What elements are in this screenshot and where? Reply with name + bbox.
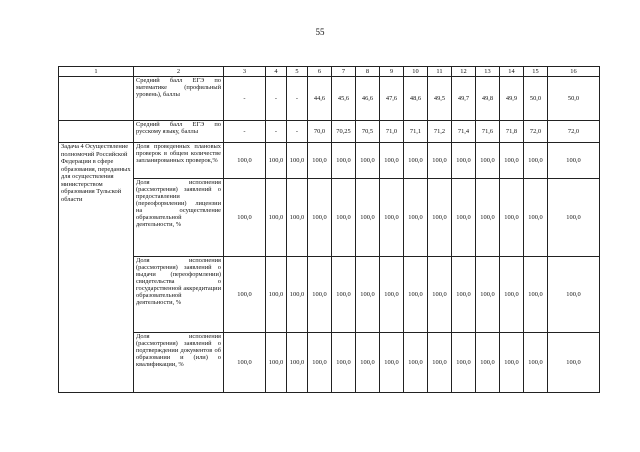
value-cell: 100,0: [476, 179, 500, 257]
value-cell: 100,0: [524, 143, 548, 179]
value-cell: 44,6: [308, 77, 332, 121]
column-header: 9: [380, 67, 404, 77]
value-cell: 100,0: [380, 257, 404, 333]
value-cell: 100,0: [476, 143, 500, 179]
value-cell: 100,0: [308, 179, 332, 257]
value-cell: 71,6: [476, 121, 500, 143]
value-cell: 100,0: [287, 333, 308, 393]
value-cell: -: [224, 77, 266, 121]
value-cell: 72,0: [524, 121, 548, 143]
indicator-cell: Доля исполнения (рассмотрения) заявлений о предоставлении (переоформлении) лицензии на осуществление образовательной деятельности, %: [134, 179, 224, 257]
value-cell: 71,8: [500, 121, 524, 143]
value-cell: 100,0: [452, 257, 476, 333]
table-row: [59, 143, 600, 179]
value-cell: 70,5: [356, 121, 380, 143]
value-cell: 100,0: [548, 179, 600, 257]
column-header: 14: [500, 67, 524, 77]
value-cell: 71,4: [452, 121, 476, 143]
value-cell: 50,0: [524, 77, 548, 121]
value-cell: 100,0: [287, 257, 308, 333]
value-cell: 100,0: [404, 257, 428, 333]
value-cell: 100,0: [500, 143, 524, 179]
value-cell: 49,8: [476, 77, 500, 121]
value-cell: -: [266, 121, 287, 143]
indicator-cell: Доля исполнения (рассмотрения) заявлений о подтверждении документов об образовании и (или) о квалификации, %: [134, 333, 224, 393]
table-row: [59, 121, 600, 143]
value-cell: 100,0: [476, 333, 500, 393]
value-cell: -: [224, 121, 266, 143]
table-row: [59, 77, 600, 121]
value-cell: 100,0: [452, 333, 476, 393]
value-cell: 100,0: [500, 257, 524, 333]
value-cell: 100,0: [428, 333, 452, 393]
header-row: [59, 67, 600, 77]
value-cell: -: [287, 77, 308, 121]
empty-cell: [59, 77, 134, 121]
value-cell: 100,0: [356, 257, 380, 333]
value-cell: 100,0: [404, 179, 428, 257]
column-header: 15: [524, 67, 548, 77]
value-cell: 72,0: [548, 121, 600, 143]
task-cell: Задача 4 Осуществление полномочий Российской Федерации в сфере образования, переданных для осуществления министерством образования Тульской области: [59, 143, 134, 393]
value-cell: 100,0: [356, 179, 380, 257]
value-cell: 100,0: [404, 143, 428, 179]
value-cell: 100,0: [308, 257, 332, 333]
value-cell: 100,0: [500, 179, 524, 257]
value-cell: 49,7: [452, 77, 476, 121]
column-header: 4: [266, 67, 287, 77]
value-cell: 50,0: [548, 77, 600, 121]
column-header: 16: [548, 67, 600, 77]
value-cell: 100,0: [356, 143, 380, 179]
value-cell: -: [287, 121, 308, 143]
value-cell: 100,0: [224, 257, 266, 333]
column-header: 10: [404, 67, 428, 77]
column-header: 8: [356, 67, 380, 77]
value-cell: 45,6: [332, 77, 356, 121]
indicator-cell: Доля проведенных плановых проверок в общем количестве запланированных проверок,%: [134, 143, 224, 179]
value-cell: 100,0: [308, 333, 332, 393]
value-cell: 100,0: [380, 143, 404, 179]
table-body: [59, 67, 600, 393]
value-cell: 100,0: [332, 257, 356, 333]
value-cell: 100,0: [428, 143, 452, 179]
value-cell: 71,2: [428, 121, 452, 143]
value-cell: 100,0: [332, 179, 356, 257]
column-header: 11: [428, 67, 452, 77]
indicator-cell: Средний балл ЕГЭ по русскому языку, баллы: [134, 121, 224, 143]
value-cell: 100,0: [287, 179, 308, 257]
value-cell: 48,6: [404, 77, 428, 121]
column-header: 3: [224, 67, 266, 77]
table-row: [59, 179, 600, 257]
value-cell: -: [266, 77, 287, 121]
value-cell: 100,0: [428, 257, 452, 333]
column-header: 1: [59, 67, 134, 77]
value-cell: 100,0: [380, 179, 404, 257]
value-cell: 100,0: [287, 143, 308, 179]
value-cell: 100,0: [404, 333, 428, 393]
value-cell: 47,6: [380, 77, 404, 121]
value-cell: 100,0: [548, 143, 600, 179]
value-cell: 70,0: [308, 121, 332, 143]
page-number: 55: [315, 27, 325, 37]
value-cell: 100,0: [500, 333, 524, 393]
value-cell: 100,0: [476, 257, 500, 333]
value-cell: 100,0: [548, 333, 600, 393]
value-cell: 100,0: [452, 179, 476, 257]
column-header: 5: [287, 67, 308, 77]
value-cell: 100,0: [524, 333, 548, 393]
indicator-cell: Доля исполнения (рассмотрения) заявлений о выдачи (переоформлении) свидетельства о государственной аккредитации образовательной деятельности, %: [134, 257, 224, 333]
value-cell: 100,0: [266, 333, 287, 393]
value-cell: 100,0: [524, 257, 548, 333]
value-cell: 46,6: [356, 77, 380, 121]
value-cell: 100,0: [332, 143, 356, 179]
column-header: 12: [452, 67, 476, 77]
table-row: [59, 333, 600, 393]
column-header: 13: [476, 67, 500, 77]
value-cell: 71,1: [404, 121, 428, 143]
column-header: 6: [308, 67, 332, 77]
indicator-cell: Средний балл ЕГЭ по математике (профильный уровень), баллы: [134, 77, 224, 121]
table-row: [59, 257, 600, 333]
column-header: 2: [134, 67, 224, 77]
value-cell: 100,0: [266, 257, 287, 333]
value-cell: 100,0: [266, 179, 287, 257]
value-cell: 100,0: [428, 179, 452, 257]
value-cell: 71,0: [380, 121, 404, 143]
value-cell: 49,9: [500, 77, 524, 121]
column-header: 7: [332, 67, 356, 77]
value-cell: 100,0: [224, 179, 266, 257]
value-cell: 100,0: [524, 179, 548, 257]
value-cell: 100,0: [380, 333, 404, 393]
value-cell: 49,5: [428, 77, 452, 121]
value-cell: 100,0: [308, 143, 332, 179]
value-cell: 100,0: [548, 257, 600, 333]
empty-cell: [59, 121, 134, 143]
value-cell: 100,0: [266, 143, 287, 179]
value-cell: 100,0: [356, 333, 380, 393]
indicators-table: [58, 66, 600, 393]
value-cell: 70,25: [332, 121, 356, 143]
value-cell: 100,0: [224, 333, 266, 393]
value-cell: 100,0: [332, 333, 356, 393]
value-cell: 100,0: [452, 143, 476, 179]
value-cell: 100,0: [224, 143, 266, 179]
